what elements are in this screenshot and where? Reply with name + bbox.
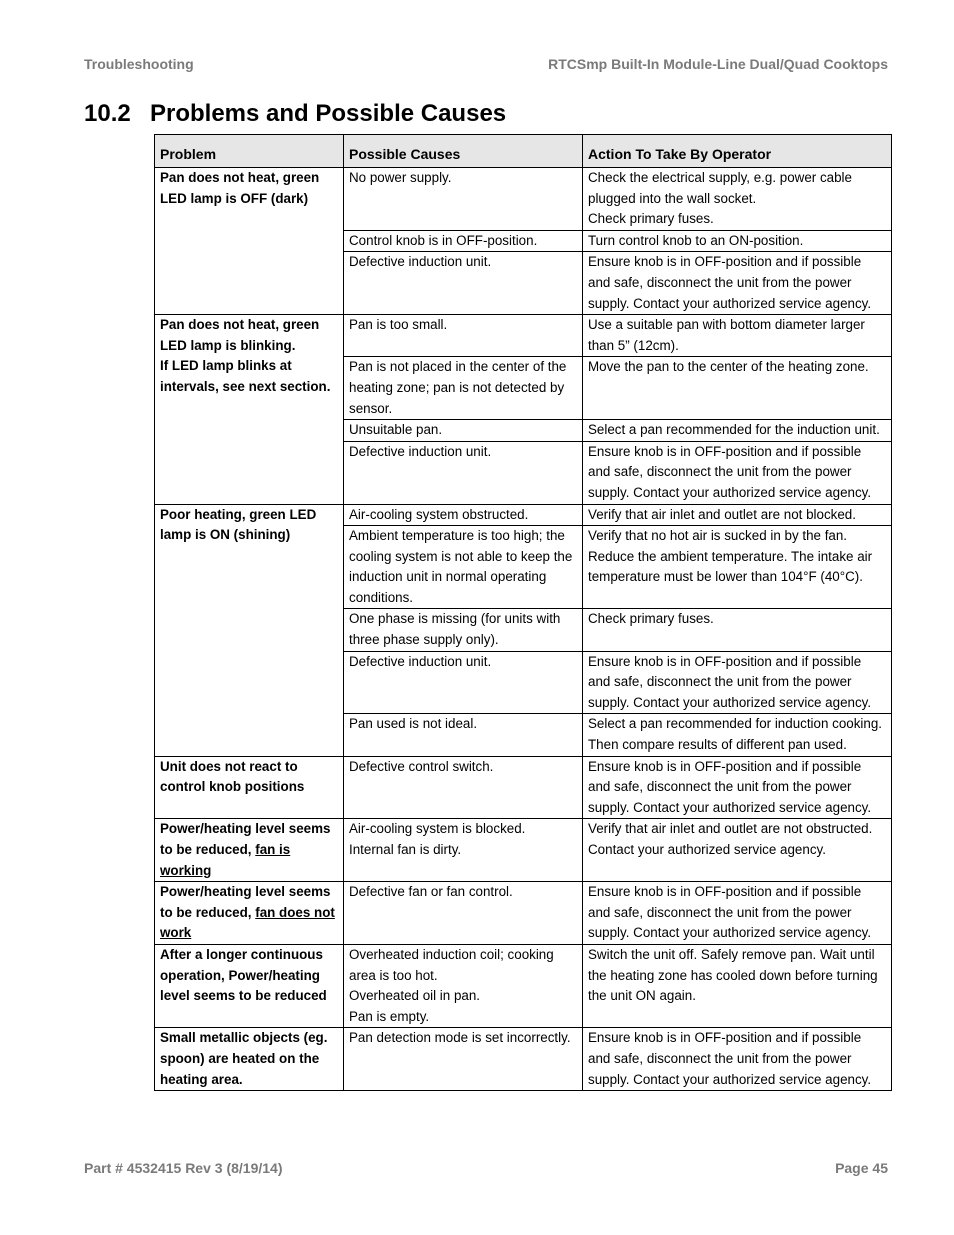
action-text: Use a suitable pan with bottom diameter larger than 5” (12cm). — [588, 317, 865, 353]
cause-text: Pan is too small. — [349, 317, 448, 333]
action-cell — [583, 441, 892, 504]
action-text: Switch the unit off. Safely remove pan. Wait until the heating zone has cooled down before turning the unit ON again. — [588, 946, 878, 1004]
problem-emphasis: fan does not work — [160, 904, 335, 941]
action-cell — [583, 252, 892, 315]
action-cell — [583, 819, 892, 882]
action-text: Check primary fuses. — [588, 611, 714, 627]
action-cell — [583, 526, 892, 609]
cause-cell — [344, 441, 583, 504]
cause-text: Pan detection mode is set incorrectly. — [349, 1030, 571, 1046]
action-text: Move the pan to the center of the heating zone. — [588, 359, 869, 375]
column-header-causes: Possible Causes — [344, 135, 583, 168]
action-cell — [583, 504, 892, 526]
problem-text: Small metallic objects (eg. spoon) are heated on the heating area. — [160, 1030, 328, 1087]
action-cell — [583, 168, 892, 231]
cause-text: Air-cooling system obstructed. — [349, 506, 529, 522]
problem-text: Poor heating, green LED lamp is ON (shining) — [160, 506, 317, 543]
problem-cell — [155, 882, 344, 945]
action-text: Ensure knob is in OFF-position and if possible and safe, disconnect the unit from the power supply. Contact your authorized service agency. — [588, 254, 872, 311]
cause-cell — [344, 819, 583, 882]
problem-text: Power/heating level seems to be reduced, — [160, 821, 331, 857]
action-text: Ensure knob is in OFF-position and if possible and safe, disconnect the unit from the power supply. Contact your authorized service agency. — [588, 653, 872, 710]
table-header-row — [155, 135, 892, 168]
problem-cell — [155, 168, 344, 315]
problem-text: Power/heating level seems to be reduced, — [160, 884, 331, 920]
cause-text: Pan is empty. — [349, 1008, 430, 1024]
cause-cell — [344, 315, 583, 357]
section-title: Problems and Possible Causes — [150, 100, 507, 127]
cause-text: Overheated oil in pan. — [349, 988, 481, 1004]
cause-cell — [344, 1028, 583, 1091]
action-text: Ensure knob is in OFF-position and if possible and safe, disconnect the unit from the power supply. Contact your authorized service agency. — [588, 884, 872, 941]
cause-text: Defective induction unit. — [349, 254, 492, 270]
cause-text: Defective control switch. — [349, 758, 494, 774]
problem-text: After a longer continuous operation, Power/heating level seems to be reduced — [160, 946, 327, 1004]
action-text: Select a pan recommended for induction cooking. Then compare results of different pan used. — [588, 716, 883, 753]
section-number: 10.2 — [84, 100, 131, 127]
action-cell — [583, 714, 892, 756]
cause-text: Control knob is in OFF-position. — [349, 232, 538, 248]
table-row — [155, 168, 892, 231]
cause-cell — [344, 420, 583, 442]
action-cell — [583, 756, 892, 819]
cause-text: Air-cooling system is blocked. — [349, 821, 526, 837]
action-text: Check primary fuses. — [588, 211, 714, 227]
section-heading — [84, 100, 506, 128]
footer-part-number: Part # 4532415 Rev 3 (8/19/14) — [84, 1160, 283, 1176]
troubleshooting-table — [154, 134, 892, 1091]
action-text: Ensure knob is in OFF-position and if possible and safe, disconnect the unit from the power supply. Contact your authorized service agency. — [588, 1030, 872, 1087]
problem-text: Unit does not react to control knob positions — [160, 758, 305, 795]
cause-cell — [344, 651, 583, 714]
problem-cell — [155, 315, 344, 504]
table-row — [155, 819, 892, 882]
cause-cell — [344, 357, 583, 420]
action-cell — [583, 230, 892, 252]
cause-text: Internal fan is dirty. — [349, 842, 462, 857]
cause-text: Defective fan or fan control. — [349, 884, 513, 900]
problem-text: If LED lamp blinks at intervals, see next section. — [160, 358, 331, 394]
problem-text: Pan does not heat, green LED lamp is OFF (dark) — [160, 170, 320, 206]
action-cell — [583, 609, 892, 651]
action-text: Contact your authorized service agency. — [588, 842, 826, 857]
action-text: Turn control knob to an ON-position. — [588, 232, 804, 248]
cause-text: Unsuitable pan. — [349, 422, 443, 438]
cause-cell — [344, 252, 583, 315]
cause-text: One phase is missing (for units with three phase supply only). — [349, 611, 561, 648]
action-cell — [583, 420, 892, 442]
cause-cell — [344, 714, 583, 756]
footer-page-number: Page 45 — [835, 1160, 888, 1176]
table-body — [155, 168, 892, 1091]
problem-cell — [155, 756, 344, 819]
action-text: Ensure knob is in OFF-position and if possible and safe, disconnect the unit from the power supply. Contact your authorized service agency. — [588, 443, 872, 500]
action-cell — [583, 882, 892, 945]
page-header — [84, 56, 888, 72]
action-text: Ensure knob is in OFF-position and if possible and safe, disconnect the unit from the power supply. Contact your authorized service agency. — [588, 758, 872, 815]
cause-text: Defective induction unit. — [349, 443, 492, 459]
cause-text: No power supply. — [349, 170, 452, 185]
table-row — [155, 882, 892, 945]
action-text: Verify that air inlet and outlet are not obstructed. — [588, 821, 873, 837]
table-row — [155, 1028, 892, 1091]
action-cell — [583, 357, 892, 420]
cause-cell — [344, 230, 583, 252]
cause-text: Pan used is not ideal. — [349, 716, 478, 732]
header-section-name: Troubleshooting — [84, 56, 194, 72]
problem-cell — [155, 944, 344, 1027]
action-cell — [583, 1028, 892, 1091]
table-row — [155, 315, 892, 357]
problem-cell — [155, 819, 344, 882]
header-document-title: RTCSmp Built-In Module-Line Dual/Quad Cooktops — [548, 56, 888, 72]
cause-cell — [344, 882, 583, 945]
cause-cell — [344, 756, 583, 819]
cause-cell — [344, 504, 583, 526]
action-cell — [583, 944, 892, 1027]
action-text: Verify that no hot air is sucked in by the fan. Reduce the ambient temperature. The intake air temperature must be lower than 104°F (40°C). — [588, 528, 873, 585]
cause-cell — [344, 609, 583, 651]
cause-text: Overheated induction coil; cooking area is too hot. — [349, 946, 554, 983]
table-row — [155, 756, 892, 819]
cause-text: Ambient temperature is too high; the cooling system is not able to keep the induction unit in normal operating conditions. — [349, 528, 573, 605]
problem-emphasis: fan is working — [160, 842, 291, 878]
action-text: Verify that air inlet and outlet are not blocked. — [588, 506, 856, 522]
cause-text: Defective induction unit. — [349, 653, 492, 669]
problem-cell — [155, 1028, 344, 1091]
column-header-action: Action To Take By Operator — [583, 135, 892, 168]
action-text: Select a pan recommended for the induction unit. — [588, 422, 880, 438]
cause-cell — [344, 168, 583, 231]
page-footer — [84, 1160, 888, 1176]
problem-cell — [155, 504, 344, 756]
cause-cell — [344, 526, 583, 609]
problem-text: Pan does not heat, green LED lamp is blinking. — [160, 317, 320, 353]
action-cell — [583, 651, 892, 714]
cause-text: Pan is not placed in the center of the heating zone; pan is not detected by sensor. — [349, 359, 567, 416]
column-header-problem: Problem — [155, 135, 344, 168]
action-cell — [583, 315, 892, 357]
cause-cell — [344, 944, 583, 1027]
table-row — [155, 504, 892, 526]
action-text: Check the electrical supply, e.g. power cable plugged into the wall socket. — [588, 170, 852, 206]
table-row — [155, 944, 892, 1027]
